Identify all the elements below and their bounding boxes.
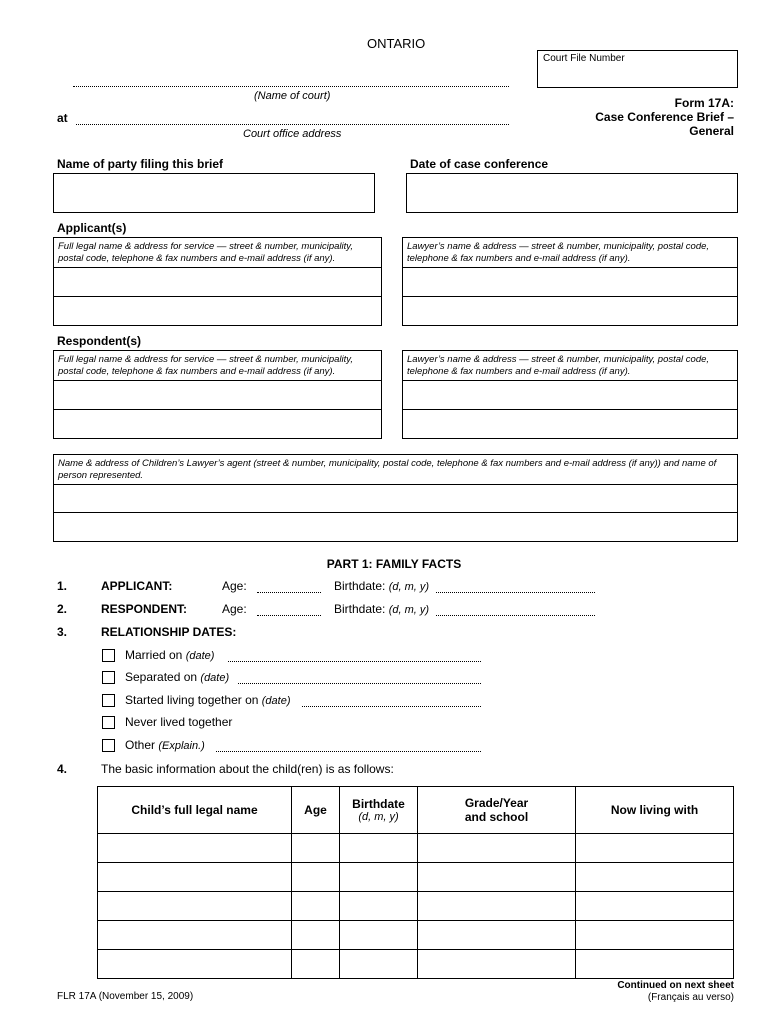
cell-birthdate[interactable]: [340, 950, 418, 979]
party-name-input[interactable]: [53, 173, 375, 213]
case-conference-date-label: Date of case conference: [410, 157, 549, 171]
divider: [403, 380, 737, 381]
form-title-line-2: General: [689, 124, 734, 138]
applicants-heading: Applicant(s): [57, 221, 127, 235]
option-hint: (date): [200, 672, 230, 684]
respondent-birthdate-label: [334, 602, 429, 616]
item-number: 2.: [57, 602, 68, 616]
cell-grade[interactable]: [418, 834, 576, 863]
option-hint: (Explain.): [158, 740, 205, 752]
divider: [403, 267, 737, 268]
childrens-lawyer-desc: Name & address of Children’s Lawyer’s agent (street & number, municipality, postal code, telephone & fax numbers and e-mail address (if any)) and name of person represented.: [58, 458, 717, 481]
option-hint: (date): [261, 695, 291, 707]
respondent-address-desc: Full legal name & address for service — street & number, municipality, postal code, telephone & fax numbers and e-mail address (if any).: [58, 354, 353, 377]
divider: [403, 409, 737, 410]
other-label: [125, 738, 205, 752]
children-table: [97, 786, 734, 979]
cell-living[interactable]: [576, 834, 734, 863]
cell-age[interactable]: [292, 892, 340, 921]
divider: [54, 484, 737, 485]
applicant-age-label: Age:: [222, 579, 247, 593]
grade-header-line-1: Grade/Year: [464, 796, 529, 810]
separated-date-input[interactable]: [238, 683, 481, 684]
respondent-birthdate-input[interactable]: [436, 615, 595, 616]
option-text: Married on: [125, 648, 183, 662]
name-of-court-label: (Name of court): [254, 90, 331, 102]
other-explain-input[interactable]: [216, 751, 481, 752]
respondent-age-input[interactable]: [257, 615, 321, 616]
cell-grade[interactable]: [418, 950, 576, 979]
name-of-court-line[interactable]: [73, 86, 509, 87]
cell-living[interactable]: [576, 892, 734, 921]
children-info-label: The basic information about the child(ren) is as follows:: [101, 762, 394, 776]
col-header-grade: [418, 787, 576, 834]
started-living-together-label: [125, 693, 291, 707]
footer-right: [617, 980, 734, 1004]
never-lived-together-label: Never lived together: [125, 715, 233, 729]
cell-living[interactable]: [576, 921, 734, 950]
case-conference-date-input[interactable]: [406, 173, 738, 213]
applicant-age-input[interactable]: [257, 592, 321, 593]
cell-birthdate[interactable]: [340, 863, 418, 892]
table-header-row: [98, 787, 734, 834]
applicant-birthdate-label: [334, 579, 429, 593]
birthdate-header-format: (d, m, y): [358, 811, 399, 823]
childrens-lawyer-box[interactable]: [53, 454, 738, 542]
divider: [54, 267, 381, 268]
cell-birthdate[interactable]: [340, 921, 418, 950]
cell-name[interactable]: [98, 834, 292, 863]
table-row: [98, 863, 734, 892]
respondent-lawyer-box[interactable]: [402, 350, 738, 439]
cell-age[interactable]: [292, 863, 340, 892]
option-text: Other: [125, 738, 156, 752]
cell-birthdate[interactable]: [340, 834, 418, 863]
cell-age[interactable]: [292, 834, 340, 863]
item-number: 1.: [57, 579, 68, 593]
divider: [54, 380, 381, 381]
started-living-together-checkbox[interactable]: [102, 694, 115, 707]
cell-age[interactable]: [292, 921, 340, 950]
item-number: 3.: [57, 625, 68, 639]
party-name-label: Name of party filing this brief: [57, 157, 224, 171]
form-code: FLR 17A (November 15, 2009): [57, 991, 194, 1002]
part1-title: PART 1: FAMILY FACTS: [326, 557, 462, 571]
cell-age[interactable]: [292, 950, 340, 979]
birthdate-format: (d, m, y): [388, 581, 430, 593]
at-label: at: [57, 111, 68, 125]
separated-label: [125, 670, 229, 684]
table-row: [98, 921, 734, 950]
married-checkbox[interactable]: [102, 649, 115, 662]
continued-note: Continued on next sheet: [617, 980, 734, 991]
cell-name[interactable]: [98, 950, 292, 979]
applicant-label: APPLICANT:: [101, 579, 173, 593]
cell-name[interactable]: [98, 863, 292, 892]
cell-grade[interactable]: [418, 863, 576, 892]
divider: [54, 409, 381, 410]
applicant-lawyer-desc: Lawyer’s name & address — street & number, municipality, postal code, telephone & fax numbers and e-mail address (if any).: [407, 241, 710, 264]
french-note: (Français au verso): [647, 992, 734, 1003]
cell-living[interactable]: [576, 950, 734, 979]
option-text: Started living together on: [125, 693, 259, 707]
form-title-line-1: Case Conference Brief –: [595, 110, 734, 124]
grade-header-line-2: and school: [464, 810, 529, 824]
court-office-label: Court office address: [243, 128, 342, 140]
respondent-lawyer-desc: Lawyer’s name & address — street & number, municipality, postal code, telephone & fax numbers and e-mail address (if any).: [407, 354, 710, 377]
divider: [403, 296, 737, 297]
cell-grade[interactable]: [418, 921, 576, 950]
cell-birthdate[interactable]: [340, 892, 418, 921]
court-office-address-line[interactable]: [76, 124, 509, 125]
cell-name[interactable]: [98, 892, 292, 921]
married-date-input[interactable]: [228, 661, 481, 662]
col-header-age: Age: [292, 787, 340, 834]
col-header-living: Now living with: [576, 787, 734, 834]
started-living-date-input[interactable]: [302, 706, 481, 707]
col-header-birthdate: [340, 787, 418, 834]
divider: [54, 512, 737, 513]
birthdate-text: Birthdate:: [334, 579, 386, 593]
other-checkbox[interactable]: [102, 739, 115, 752]
option-text: Separated on: [125, 670, 198, 684]
court-file-label: Court File Number: [543, 53, 625, 64]
married-label: [125, 648, 214, 662]
applicant-address-desc: Full legal name & address for service — street & number, municipality, postal code, telephone & fax numbers and e-mail address (if any).: [58, 241, 353, 264]
jurisdiction-title: ONTARIO: [367, 36, 426, 51]
col-header-name: Child’s full legal name: [98, 787, 292, 834]
respondent-label: RESPONDENT:: [101, 602, 188, 616]
table-row: [98, 892, 734, 921]
respondent-address-box[interactable]: [53, 350, 382, 439]
cell-name[interactable]: [98, 921, 292, 950]
applicant-birthdate-input[interactable]: [436, 592, 595, 593]
never-lived-together-checkbox[interactable]: [102, 716, 115, 729]
applicant-address-box[interactable]: [53, 237, 382, 326]
form-number: Form 17A:: [674, 96, 734, 110]
court-file-number-field[interactable]: [537, 50, 738, 88]
item-number: 4.: [57, 762, 68, 776]
cell-grade[interactable]: [418, 892, 576, 921]
birthdate-format: (d, m, y): [388, 604, 430, 616]
applicant-lawyer-box[interactable]: [402, 237, 738, 326]
option-hint: (date): [185, 650, 215, 662]
relationship-dates-label: RELATIONSHIP DATES:: [101, 625, 237, 639]
cell-living[interactable]: [576, 863, 734, 892]
table-row: [98, 834, 734, 863]
birthdate-text: Birthdate:: [334, 602, 386, 616]
respondents-heading: Respondent(s): [57, 334, 141, 348]
divider: [54, 296, 381, 297]
separated-checkbox[interactable]: [102, 671, 115, 684]
form-title-block: [595, 96, 734, 138]
respondent-age-label: Age:: [222, 602, 247, 616]
birthdate-header: Birthdate: [352, 797, 405, 811]
table-row: [98, 950, 734, 979]
